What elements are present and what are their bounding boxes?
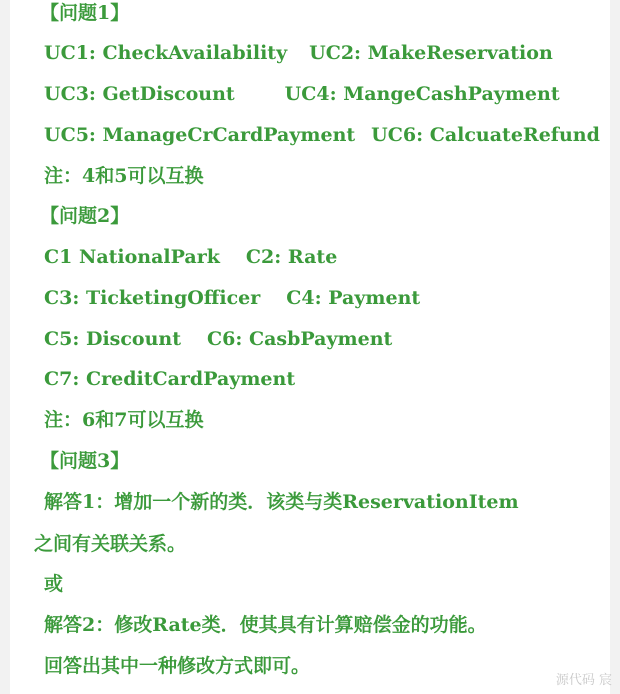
heading-text: 【问题2】 <box>40 205 130 227</box>
answer-2-line <box>44 613 487 637</box>
text-line-uc1-uc2 <box>44 41 553 65</box>
answer-2-text: 解答2：修改Rate类．使其具有计算赔偿金的功能。 <box>44 614 487 636</box>
uc5-text: UC5: ManageCrCardPayment <box>44 124 356 146</box>
heading-question-1 <box>40 1 129 25</box>
note-line-2 <box>44 408 203 432</box>
answer-1-continuation-text: 之间有关联关系。 <box>34 533 187 555</box>
closing-text: 回答出其中一种修改方式即可。 <box>44 655 311 677</box>
closing-line <box>44 654 310 678</box>
uc6-text: UC6: CalcuateRefund <box>371 124 600 146</box>
answer-1-line <box>44 490 519 514</box>
answer-1-continuation <box>34 532 186 556</box>
or-text: 或 <box>44 573 64 595</box>
text-line-c3-c4 <box>44 286 420 310</box>
uc1-text: UC1: CheckAvailability <box>44 42 288 64</box>
note-text: 注：4和5可以互换 <box>44 165 204 187</box>
text-line-c5-c6 <box>44 327 392 351</box>
heading-text: 【问题3】 <box>40 450 130 472</box>
c1-text: C1 NationalPark <box>44 246 220 268</box>
c7-text: C7: CreditCardPayment <box>44 368 296 390</box>
uc3-text: UC3: GetDiscount <box>44 83 235 105</box>
c2-text: C2: Rate <box>245 246 338 268</box>
document-page <box>10 0 610 694</box>
note-text: 注：6和7可以互换 <box>44 409 204 431</box>
c6-text: C6: CasbPayment <box>207 328 393 350</box>
c3-text: C3: TicketingOfficer <box>44 287 261 309</box>
text-line-uc5-uc6 <box>44 123 600 147</box>
watermark: 源代码 宸 <box>555 673 612 688</box>
uc4-text: UC4: MangeCashPayment <box>284 83 560 105</box>
text-line-uc3-uc4 <box>44 82 560 106</box>
heading-text: 【问题1】 <box>40 2 130 24</box>
heading-question-3 <box>40 449 129 473</box>
heading-question-2 <box>40 204 129 228</box>
uc2-text: UC2: MakeReservation <box>309 42 553 64</box>
text-line-c7 <box>44 367 295 391</box>
or-line <box>44 572 63 596</box>
note-line-1 <box>44 164 203 188</box>
answer-1-text: 解答1：增加一个新的类．该类与类ReservationItem <box>44 491 519 513</box>
c5-text: C5: Discount <box>44 328 182 350</box>
text-line-c1-c2 <box>44 245 337 269</box>
c4-text: C4: Payment <box>286 287 421 309</box>
